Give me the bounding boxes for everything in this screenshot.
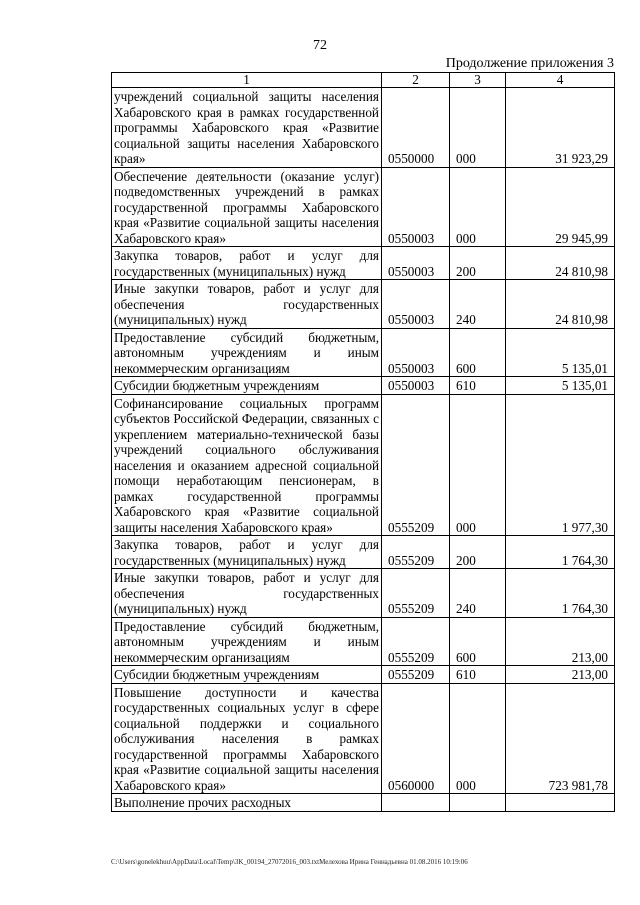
table-header-row [112,73,615,88]
row-target-code: 0550003 [382,280,450,329]
row-expense-type: 200 [450,247,506,280]
row-target-code: 0555209 [382,666,450,684]
header-col-3: 3 [450,73,506,88]
row-target-code: 0550000 [382,88,450,168]
row-description: Предоставление субсидий бюджетным, автономным учреждениям и иным некоммерческим организациям [112,328,382,377]
row-expense-type: 200 [450,536,506,569]
row-target-code: 0560000 [382,683,450,794]
page-number: 72 [313,38,327,53]
budget-table [111,72,615,812]
table-row [112,617,615,666]
row-target-code: 0550003 [382,328,450,377]
row-expense-type: 000 [450,88,506,168]
table-row [112,328,615,377]
table-row [112,666,615,684]
row-expense-type: 600 [450,328,506,377]
row-amount: 213,00 [506,666,615,684]
row-description: Закупка товаров, работ и услуг для государственных (муниципальных) нужд [112,536,382,569]
table-row [112,247,615,280]
row-description: Иные закупки товаров, работ и услуг для обеспечения государственных (муниципальных) нужд [112,280,382,329]
row-description: Субсидии бюджетным учреждениям [112,666,382,684]
row-amount: 1 977,30 [506,394,615,536]
row-description: Предоставление субсидий бюджетным, автономным учреждениям и иным некоммерческим организациям [112,617,382,666]
document-path-footer: C:\Users\gonelekhuu\AppData\Local\Temp\3K_00194_27072016_003.txtМелехова Ирина Геннадьевна 01.08.2016 10:19:06 [111,858,468,866]
row-description: Софинансирование социальных программ субъектов Российской Федерации, связанных с укреплением материально-технической базы учреждений социального обслуживания населения и оказанием адресной социальной помощи неработающим пенсионерам, в рамках государственной программы Хабаровского края «Развитие социальной защиты населения Хабаровского края» [112,394,382,536]
table-row [112,167,615,247]
row-target-code: 0555209 [382,394,450,536]
row-amount: 29 945,99 [506,167,615,247]
row-description: Выполнение прочих расходных [112,794,382,812]
row-target-code: 0555209 [382,617,450,666]
table-row [112,536,615,569]
row-amount: 723 981,78 [506,683,615,794]
row-target-code [382,794,450,812]
appendix-continuation-label: Продолжение приложения 3 [445,56,614,71]
table-row [112,377,615,395]
row-amount: 213,00 [506,617,615,666]
table-row [112,794,615,812]
row-description: Повышение доступности и качества государственных социальных услуг в сфере социальной поддержки и социального обслуживания населения в рамках государственной программы Хабаровского края «Развитие социальной защиты населения Хабаровского края» [112,683,382,794]
row-target-code: 0550003 [382,377,450,395]
row-description: Иные закупки товаров, работ и услуг для обеспечения государственных (муниципальных) нужд [112,569,382,618]
header-col-1: 1 [112,73,382,88]
row-expense-type: 000 [450,683,506,794]
table-row [112,569,615,618]
row-expense-type: 000 [450,394,506,536]
row-target-code: 0555209 [382,536,450,569]
table-row [112,88,615,168]
row-amount: 1 764,30 [506,536,615,569]
row-amount: 24 810,98 [506,247,615,280]
row-expense-type: 600 [450,617,506,666]
row-description: учреждений социальной защиты населения Хабаровского края в рамках государственной программы Хабаровского края «Развитие социальной защиты населения Хабаровского края» [112,88,382,168]
row-expense-type: 240 [450,569,506,618]
row-description: Закупка товаров, работ и услуг для государственных (муниципальных) нужд [112,247,382,280]
row-target-code: 0550003 [382,167,450,247]
row-target-code: 0550003 [382,247,450,280]
row-description: Субсидии бюджетным учреждениям [112,377,382,395]
row-expense-type [450,794,506,812]
row-amount: 5 135,01 [506,377,615,395]
row-expense-type: 610 [450,377,506,395]
header-col-2: 2 [382,73,450,88]
row-description: Обеспечение деятельности (оказание услуг) подведомственных учреждений в рамках государственной программы Хабаровского края «Развитие социальной защиты населения Хабаровского края» [112,167,382,247]
table-row [112,683,615,794]
row-amount [506,794,615,812]
row-amount: 24 810,98 [506,280,615,329]
row-expense-type: 240 [450,280,506,329]
table-row [112,394,615,536]
row-expense-type: 610 [450,666,506,684]
row-amount: 31 923,29 [506,88,615,168]
row-target-code: 0555209 [382,569,450,618]
row-expense-type: 000 [450,167,506,247]
header-col-4: 4 [506,73,615,88]
row-amount: 1 764,30 [506,569,615,618]
table-row [112,280,615,329]
row-amount: 5 135,01 [506,328,615,377]
